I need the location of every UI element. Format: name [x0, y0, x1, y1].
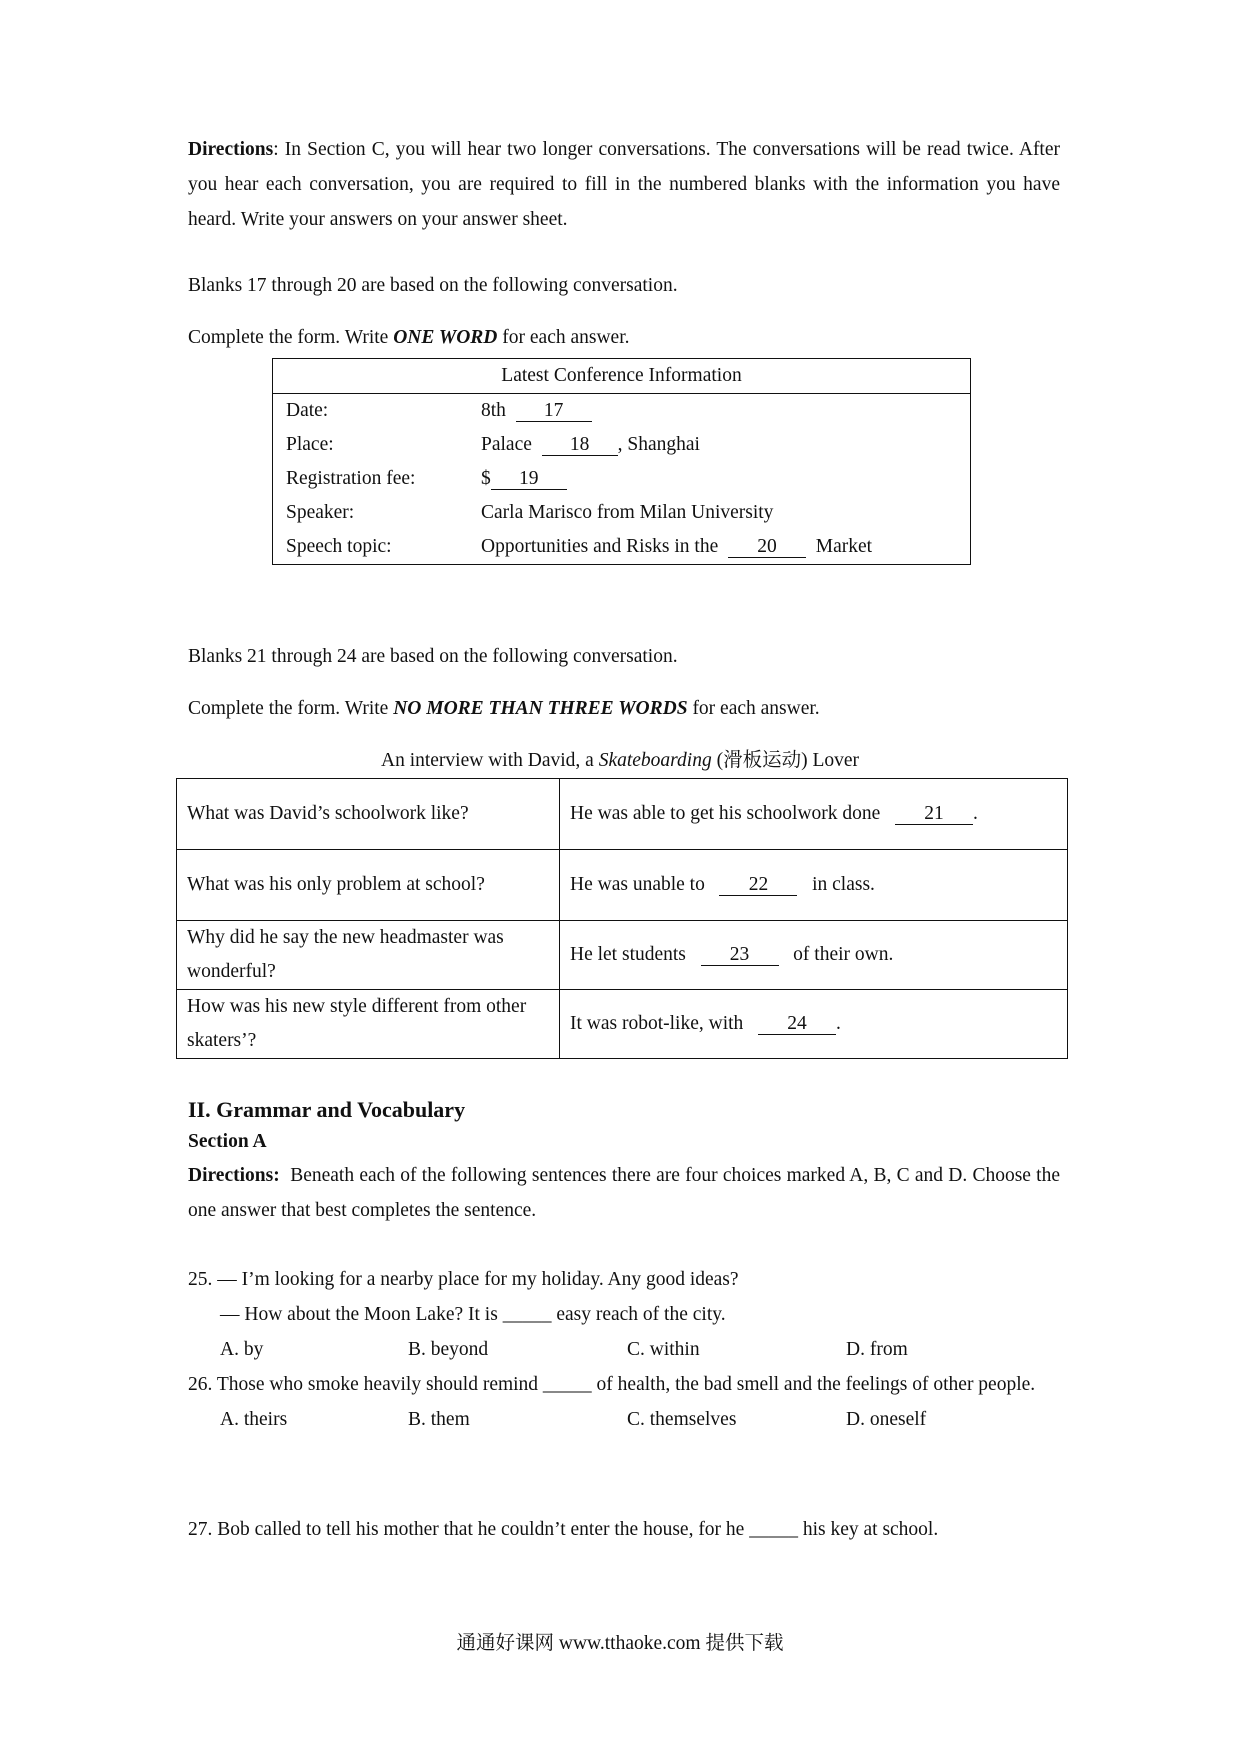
- answer-blank: 17: [516, 400, 592, 422]
- answer-blank: 18: [542, 434, 618, 456]
- table-row: [273, 394, 971, 429]
- option-a[interactable]: A. theirs: [220, 1409, 288, 1430]
- answer-blank: 24: [758, 1013, 836, 1035]
- option-c[interactable]: C. themselves: [627, 1409, 737, 1430]
- answer-options: [188, 1332, 1060, 1367]
- answer-blank: 22: [719, 874, 797, 896]
- conference-info-table: [272, 358, 971, 565]
- option-b[interactable]: B. them: [408, 1409, 470, 1430]
- question-cell: What was his only problem at school?: [177, 850, 560, 921]
- question-response: — How about the Moon Lake? It is _____ easy reach of the city.: [220, 1304, 726, 1325]
- table-row: [177, 779, 1068, 850]
- row-label: Speech topic:: [286, 536, 392, 557]
- grammar-section: [188, 1096, 1060, 1547]
- question-25: [188, 1262, 1060, 1367]
- row-value: 8th 17: [481, 394, 971, 429]
- option-b[interactable]: B. beyond: [408, 1339, 489, 1360]
- part1-intro: Blanks 17 through 20 are based on the following conversation.: [188, 275, 678, 296]
- option-d[interactable]: D. from: [846, 1339, 908, 1360]
- table-row: [273, 530, 971, 565]
- row-label: Place:: [286, 434, 334, 455]
- option-a[interactable]: A. by: [220, 1339, 264, 1360]
- option-c[interactable]: C. within: [627, 1339, 700, 1360]
- interview-table: [176, 778, 1068, 1059]
- question-stem: 25. — I’m looking for a nearby place for my holiday. Any good ideas?: [188, 1269, 739, 1290]
- option-d[interactable]: D. oneself: [846, 1409, 927, 1430]
- part2-intro: Blanks 21 through 24 are based on the following conversation.: [188, 646, 678, 667]
- interview-table-title: An interview with David, a Skateboarding (滑板运动) Lover: [380, 750, 860, 771]
- question-cell: How was his new style different from other skaters’?: [177, 990, 560, 1059]
- row-value: Opportunities and Risks in the 20 Market: [481, 536, 873, 557]
- table-row: [273, 428, 971, 462]
- part1-instructions: Complete the form. Write ONE WORD for each answer.: [188, 327, 630, 348]
- page-footer: 通通好课网 www.tthaoke.com 提供下载: [456, 1633, 784, 1654]
- table-row: [177, 921, 1068, 990]
- directions-label: Directions: [188, 139, 274, 160]
- directions-text: : In Section C, you will hear two longer conversations. The conversations will be read twice. After you hear each conversation, you are required to fill in the numbered blanks with the information you have heard. Write your answers on your answer sheet.: [188, 139, 1060, 230]
- answer-cell: He was able to get his schoolwork done 21 .: [560, 779, 1068, 850]
- answer-cell: It was robot-like, with 24 .: [560, 990, 1068, 1059]
- table-row: [177, 990, 1068, 1059]
- part2-instruction-emphasis: NO MORE THAN THREE WORDS: [393, 698, 688, 719]
- answer-cell: He was unable to 22 in class.: [560, 850, 1068, 921]
- row-label: Date:: [286, 400, 329, 421]
- question-stem: 26. Those who smoke heavily should remind _____ of health, the bad smell and the feelings of other people.: [188, 1374, 1036, 1395]
- question-cell: What was David’s schoolwork like?: [177, 779, 560, 850]
- section-heading: II. Grammar and Vocabulary: [188, 1097, 466, 1122]
- question-27: [188, 1512, 1060, 1547]
- part1-instruction-emphasis: ONE WORD: [393, 327, 498, 348]
- table-row: [273, 462, 971, 496]
- table-title: Latest Conference Information: [273, 359, 971, 394]
- question-stem: 27. Bob called to tell his mother that he couldn’t enter the house, for he _____ his key at school.: [188, 1519, 939, 1540]
- answer-options: [188, 1402, 1060, 1437]
- table-row: [177, 850, 1068, 921]
- answer-blank: 19: [491, 468, 567, 490]
- table-row: [273, 496, 971, 530]
- row-label: Speaker:: [286, 502, 355, 523]
- row-value: $ 19: [481, 462, 971, 496]
- question-26: [188, 1367, 1060, 1437]
- row-value: Carla Marisco from Milan University: [481, 502, 774, 523]
- answer-cell: He let students 23 of their own.: [560, 921, 1068, 990]
- answer-blank: 23: [701, 944, 779, 966]
- question-cell: Why did he say the new headmaster was wonderful?: [177, 921, 560, 990]
- listening-directions: [188, 132, 1060, 237]
- section-subheading: Section A: [188, 1131, 267, 1152]
- grammar-directions: Directions: Beneath each of the following sentences there are four choices marked A, B, C and D. Choose the one answer that best completes the sentence.: [188, 1165, 1061, 1221]
- part2-instructions: Complete the form. Write NO MORE THAN THREE WORDS for each answer.: [188, 698, 820, 719]
- row-label: Registration fee:: [286, 468, 416, 489]
- answer-blank: 21: [895, 803, 973, 825]
- answer-blank: 20: [728, 536, 806, 558]
- row-value: Palace 18 , Shanghai: [481, 434, 700, 455]
